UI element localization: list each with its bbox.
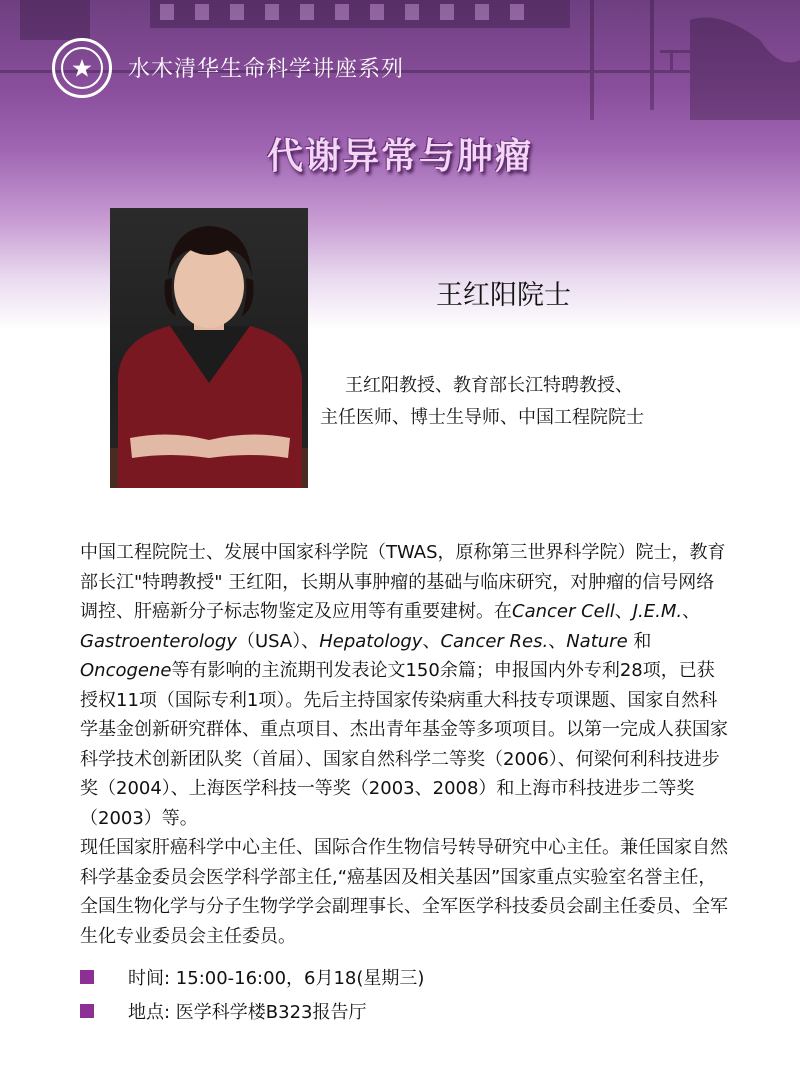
bio-line-2: 院士，教育部长江"特聘教授" 王红阳，长期从事肿瘤的基础与临床研究， (80, 542, 726, 593)
bio-line-4-prefix: 在 (494, 601, 512, 622)
journal-cancer-cell: Cancer Cell (512, 601, 615, 622)
bio-line-5-suffix: 等有影响的主流期刊发表论文150 (171, 660, 440, 681)
bio-line-1: 中国工程院院士、发展中国家科学院（TWAS，原称第三世界科学院） (80, 542, 636, 563)
journal-and: 和 (627, 630, 652, 652)
speaker-portrait (110, 208, 308, 488)
speaker-bio (80, 538, 730, 951)
series-title: 水木清华生命科学讲座系列 (128, 57, 405, 82)
journal-separator: 、 (422, 630, 441, 652)
journal-oncogene: Oncogene (80, 660, 172, 681)
lecture-title: 代谢异常与肿瘤 (266, 136, 533, 177)
bullet-square-icon (80, 1004, 94, 1018)
journal-separator: 、 (682, 601, 701, 622)
event-place-row (80, 994, 740, 1028)
bio-paragraph-2: 现任国家肝癌科学中心主任、国际合作生物信号转导研究中心主任。兼任国家自然科学基金委员会医学科学部主任,“癌基因及相关基因”国家重点实验室名誉主任，全国生物化学与分子生物学学会副理事长、全军医学科技委员会副主任委员、全军生化专业委员会主任委员。 (80, 837, 728, 947)
speaker-titles-line-1: 王红阳教授、教育部长江特聘教授、 (345, 375, 633, 396)
journal-cancer-res: Cancer Res. (440, 630, 549, 652)
bio-line-3: 对肿瘤的信号网络调控、肝癌新分子标志物鉴定及应用等有重要建树。 (80, 571, 715, 622)
speaker-titles (320, 370, 720, 434)
event-time: 时间: 15:00-16:00，6月18(星期三) (128, 968, 425, 989)
bullet-square-icon (80, 970, 94, 984)
event-place: 地点: 医学科学楼B323报告厅 (128, 1002, 367, 1023)
tsinghua-logo (52, 38, 112, 98)
journal-nature: Nature (566, 630, 628, 652)
journal-hepatology: Hepatology (319, 630, 423, 652)
event-time-row (80, 960, 740, 994)
journal-jem: J.E.M. (632, 601, 683, 622)
bio-rest: 余篇；申报国内外专利28项，已获授权11项（国际专利1项）。先后主持国家传染病重大科技专项课题、国家自然科学基金创新研究群体、重点项目、杰出青年基金等多项项目。以第一完成人获国家科学技术创新团队奖（首届）、国家自然科学二等奖（2006）、何梁何利科技进步奖（2004）、上海医学科技一等奖（2003、2008）和上海市科技进步二等奖（2003）等。 (80, 660, 728, 829)
journal-separator: 、 (614, 601, 633, 622)
event-info (80, 960, 740, 1028)
journal-separator: 、 (548, 630, 567, 652)
bio-paragraph-1 (80, 538, 730, 833)
star-emblem-icon (72, 58, 92, 78)
speaker-titles-line-2: 主任医师、博士生导师、中国工程院院士 (320, 407, 644, 428)
journal-gastroenterology-suffix: （USA）、 (236, 630, 320, 652)
speaker-name: 王红阳院士 (436, 280, 571, 311)
journal-gastroenterology: Gastroenterology (80, 630, 237, 652)
